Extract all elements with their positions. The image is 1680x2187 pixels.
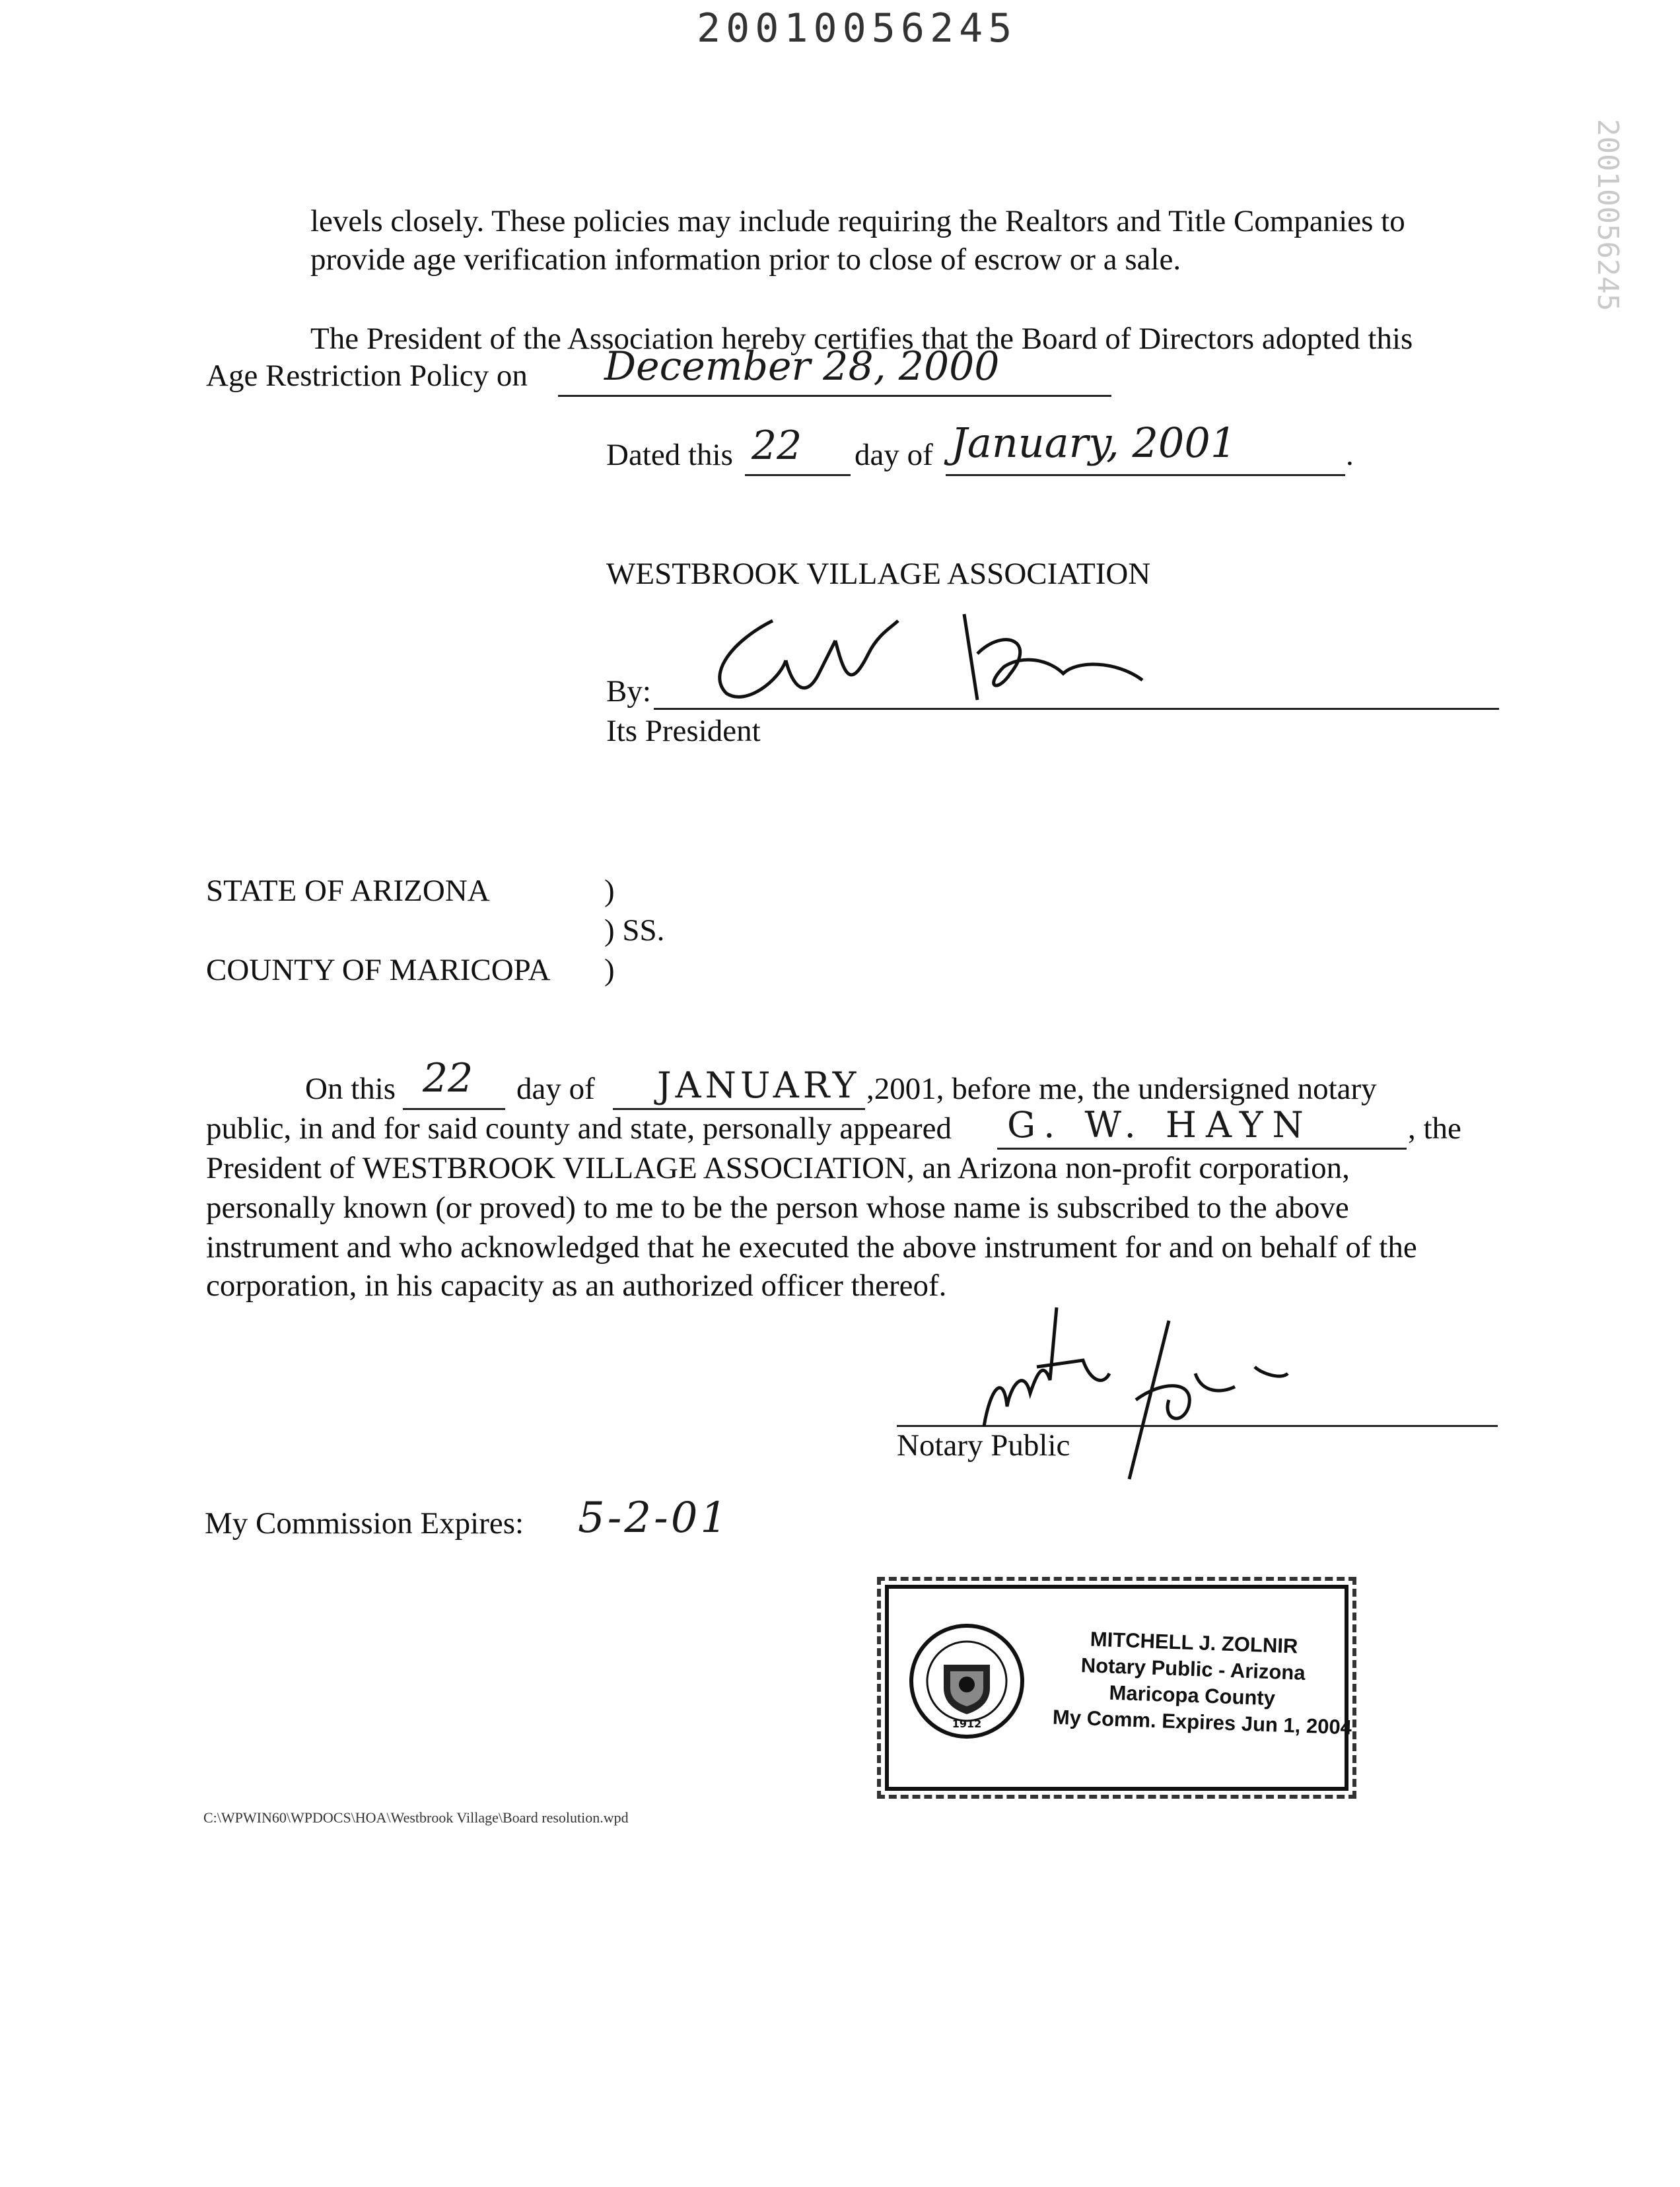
county-line: COUNTY OF MARICOPA — [206, 953, 551, 987]
dated-day-handwritten: 22 — [752, 423, 802, 469]
dated-middle: day of — [855, 438, 933, 472]
commission-label: My Commission Expires: — [205, 1506, 524, 1541]
venue-paren-3: ) — [604, 953, 615, 987]
stamp-expiration: My Comm. Expires Jun 1, 2004 — [1052, 1705, 1352, 1739]
para2-line2-prefix: Age Restriction Policy on — [206, 359, 528, 393]
notary-line4: personally known (or proved) to me to be the person whose name is subscribed to the above — [206, 1191, 1349, 1225]
para1-line1: levels closely. These policies may include requiring the Realtors and Title Companies to — [310, 204, 1405, 238]
document-number: 20010056245 — [697, 5, 1018, 52]
notary-line2-prefix: public, in and for said county and state, personally appeared — [206, 1111, 952, 1146]
stamp-name: MITCHELL J. ZOLNIR — [1090, 1627, 1298, 1658]
notary-line3: President of WESTBROOK VILLAGE ASSOCIATION, an Arizona non-profit corporation, — [206, 1151, 1350, 1185]
para2-line1: The President of the Association hereby certifies that the Board of Directors adopted this — [310, 322, 1413, 356]
notary-month-handwritten: JANUARY — [657, 1064, 860, 1106]
notary-year-text: ,2001, before me, the undersigned notary — [866, 1072, 1377, 1106]
president-signature — [693, 601, 1156, 733]
stamp-county: Maricopa County — [1109, 1681, 1276, 1710]
dated-month-line — [946, 474, 1345, 476]
arizona-seal-icon — [907, 1622, 1026, 1741]
stamp-text-block — [1052, 1625, 1352, 1741]
dated-prefix: Dated this — [606, 438, 733, 472]
dated-month-year-handwritten: January, 2001 — [951, 419, 1237, 467]
notary-name-handwritten: G. W. HAYN — [1007, 1104, 1313, 1146]
notary-public-label: Notary Public — [897, 1428, 1070, 1463]
dated-suffix: . — [1346, 438, 1354, 472]
notary-line6: corporation, in his capacity as an authorized officer thereof. — [206, 1268, 947, 1303]
association-name: WESTBROOK VILLAGE ASSOCIATION — [606, 557, 1151, 591]
venue-ss: ) SS. — [604, 913, 665, 948]
president-title: Its President — [606, 714, 761, 748]
dated-day-line — [745, 474, 851, 476]
notary-day-of: day of — [516, 1072, 595, 1106]
side-number-text: 20010056245 — [1591, 119, 1625, 312]
notary-on-this: On this — [305, 1072, 396, 1106]
venue-paren-1: ) — [604, 874, 615, 908]
stamp-title: Notary Public - Arizona — [1080, 1653, 1306, 1684]
svg-text:1912: 1912 — [952, 1718, 982, 1730]
para1-line2: provide age verification information prior to close of escrow or a sale. — [310, 242, 1181, 277]
notary-line2-suffix: , the — [1408, 1111, 1461, 1146]
notary-day-handwritten: 22 — [423, 1055, 473, 1101]
file-path-footer: C:\WPWIN60\WPDOCS\HOA\Westbrook Village\Board resolution.wpd — [203, 1809, 629, 1826]
notary-stamp — [885, 1585, 1352, 1791]
notary-line5: instrument and who acknowledged that he executed the above instrument for and on behalf of the — [206, 1230, 1417, 1265]
commission-date-handwritten: 5-2-01 — [578, 1494, 730, 1543]
by-label: By: — [606, 674, 651, 709]
policy-date-line — [558, 395, 1111, 397]
policy-date-handwritten: December 28, 2000 — [604, 343, 1000, 390]
state-line: STATE OF ARIZONA — [206, 874, 490, 908]
side-document-number — [1578, 119, 1625, 337]
